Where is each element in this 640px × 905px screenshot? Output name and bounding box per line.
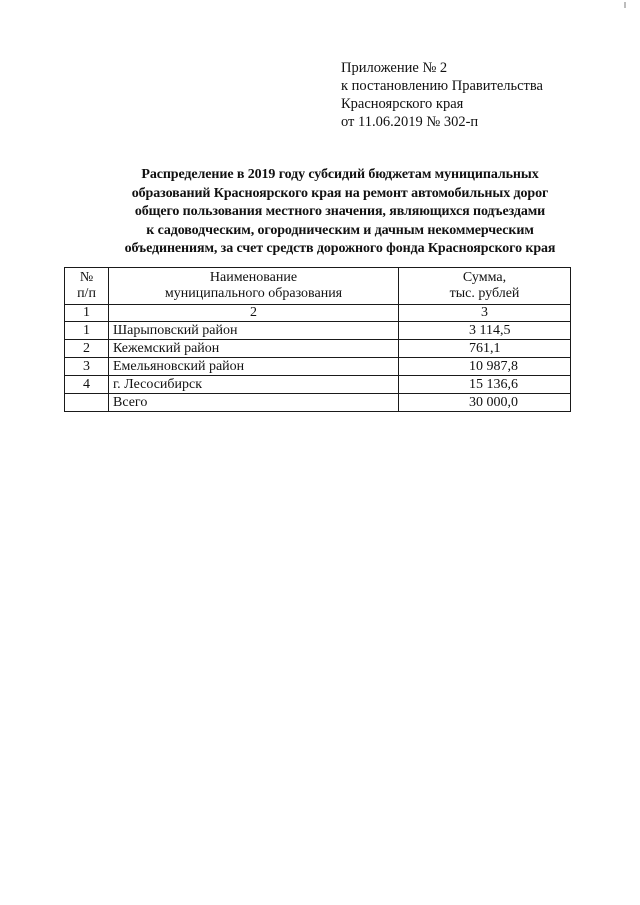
index-cell: 1 [65,305,109,322]
subsidy-distribution-table [64,267,571,412]
table-header-row [65,268,571,305]
table-total-row [65,394,571,412]
total-sum: 30 000,0 [399,394,571,412]
row-sum: 10 987,8 [399,358,571,376]
table-row [65,376,571,394]
appendix-header [341,59,611,131]
total-num [65,394,109,412]
title-line: образований Красноярского края на ремонт автомобильных дорог [131,185,549,201]
title-line: к садоводческим, огородническим и дачным некоммерческим [146,222,534,238]
title-line: объединениям, за счет средств дорожного фонда Красноярского края [124,241,556,256]
document-title [60,166,620,259]
index-cell: 3 [399,305,571,322]
row-num: 3 [65,358,109,376]
row-name: г. Лесосибирск [109,376,399,394]
appendix-region: Красноярского края [341,96,464,112]
header-num [65,268,109,305]
table-row [65,358,571,376]
header-sum [399,268,571,305]
header-sum-line1: Сумма, [462,270,507,285]
header-num-line2: п/п [77,286,96,301]
header-num-line1: № [79,270,94,285]
appendix-resolution-ref: к постановлению Правительства [341,78,543,94]
title-line: Распределение в 2019 году субсидий бюджетам муниципальных [141,167,539,182]
row-num: 1 [65,322,109,340]
row-name: Шарыповский район [109,322,399,340]
header-name-line1: Наименование [209,270,298,285]
row-sum: 15 136,6 [399,376,571,394]
table-row [65,340,571,358]
row-name: Кежемский район [109,340,399,358]
title-line: общего пользования местного значения, являющихся подъездами [134,204,546,219]
header-name [109,268,399,305]
table-row [65,322,571,340]
header-name-line2: муниципального образования [164,286,343,301]
row-sum: 3 114,5 [399,322,571,340]
scan-mark [624,2,626,8]
row-num: 2 [65,340,109,358]
table-index-row [65,305,571,322]
row-num: 4 [65,376,109,394]
appendix-date-number: от 11.06.2019 № 302-п [341,114,479,130]
row-name: Емельяновский район [109,358,399,376]
total-label: Всего [109,394,399,412]
header-sum-line2: тыс. рублей [449,286,520,301]
index-cell: 2 [109,305,399,322]
row-sum: 761,1 [399,340,571,358]
appendix-number: Приложение № 2 [341,60,448,76]
